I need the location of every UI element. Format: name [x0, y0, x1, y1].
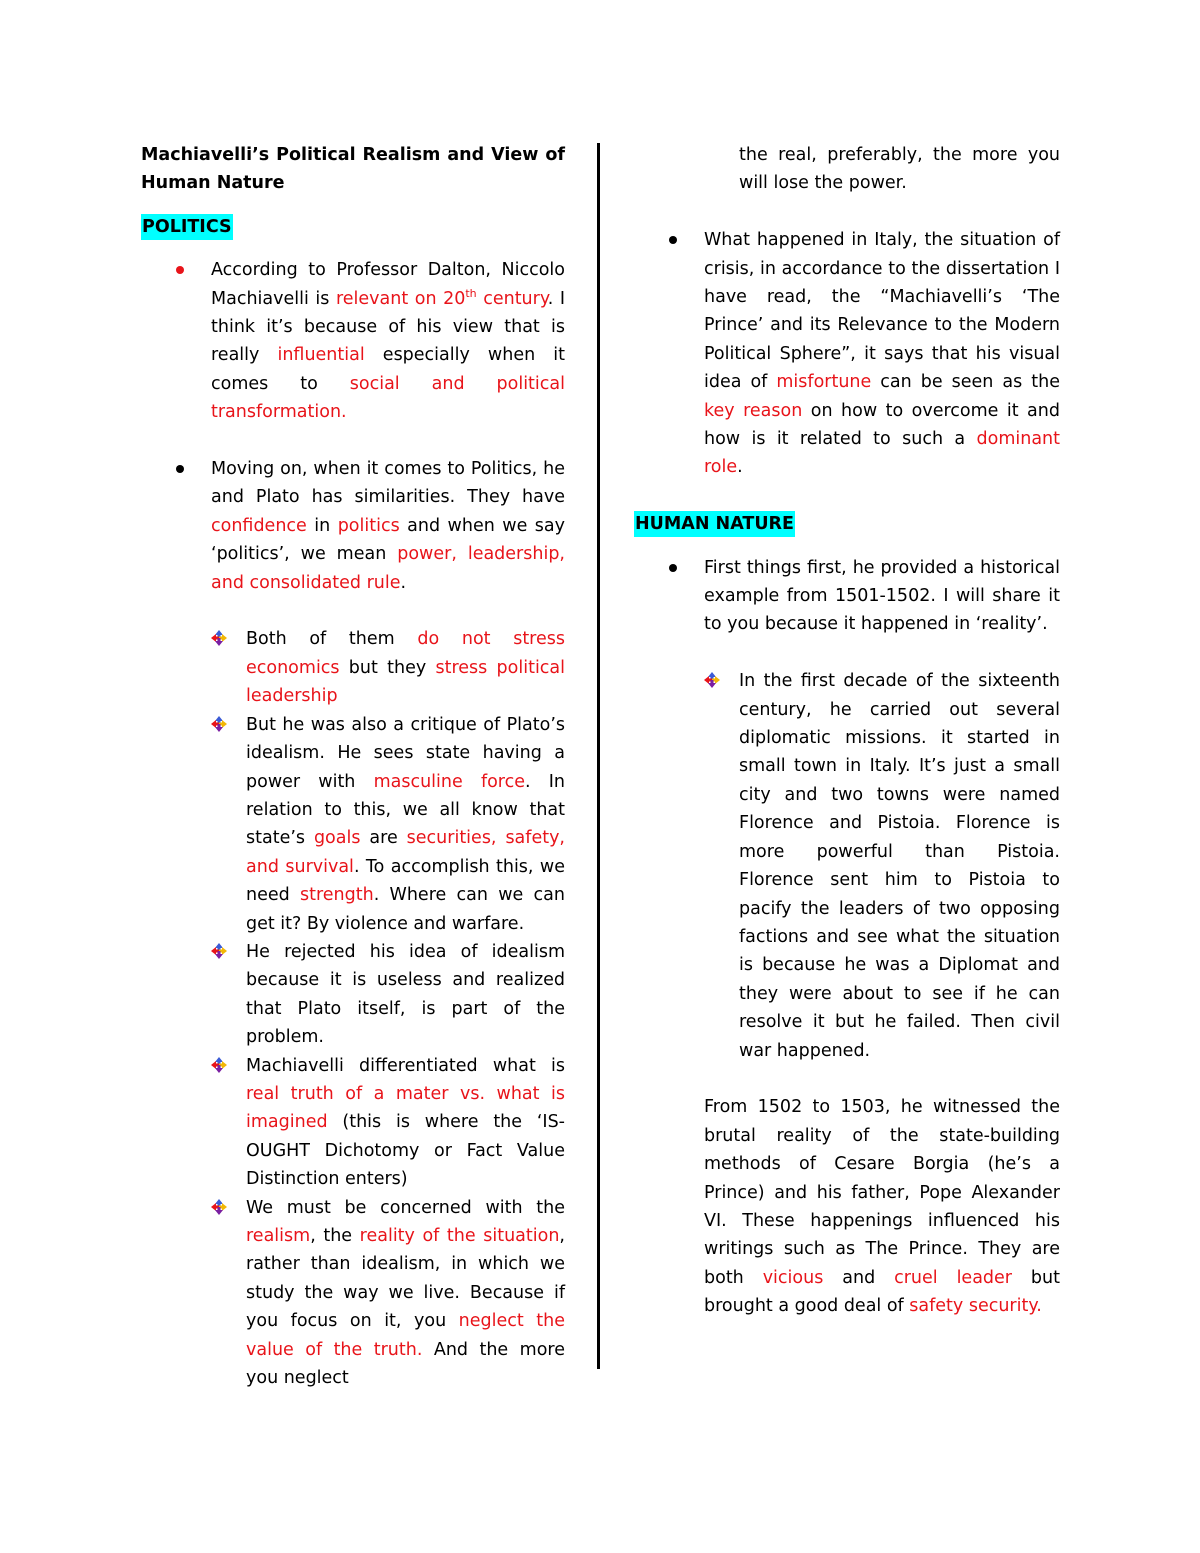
bullet-italy [634, 226, 1060, 482]
right-column [634, 141, 1060, 1321]
sub-bullet-rejected-text: He rejected his idea of idealism because it is useless and realized that Plato itself, is part of the problem. [246, 941, 565, 1048]
arrow-cross-icon [211, 630, 227, 646]
borgia-paragraph: From 1502 to 1503, he witnessed the brutal reality of the state-building methods of Cesare Borgia (he’s a Prince) and his father, Pope Alexander VI. These happenings influenced his writings such as The Prince. They are both vicious and cruel leader but brought a good deal of safety security. [704, 1097, 1060, 1317]
arrow-cross-icon [211, 1057, 227, 1073]
sub-bullet-economics-text: Both of them do not stress economics but they stress political leadership [246, 629, 566, 707]
sub-bullet-differentiated-text: Machiavelli differentiated what is real truth of a mater vs. what is imagined (this is where the ‘IS-OUGHT Dichotomy or Fact Value Distinction enters) [246, 1055, 565, 1190]
bullet-historical [634, 554, 1060, 639]
bullet-icon [176, 465, 184, 473]
bullet-plato-similarities-text: Moving on, when it comes to Politics, he and Plato has similarities. They have confidence in politics and when we say ‘politics’, we mean power, leadership, and consolidated rule. [211, 459, 565, 593]
sub-bullet-sixteenth-century-text: In the first decade of the sixteenth century, he carried out several diplomatic missions. it started in small town in Italy. It’s just a small city and two towns were named Florence and Pistoia. Florence is more powerful than Pistoia. Florence sent him to Pistoia to pacify the leaders of two opposing factions and see what the situation is because he was a Diplomat and they were about to see if he can resolve it but he failed. Then civil war happened. [739, 671, 1060, 1061]
sub-bullet-realism [211, 1194, 565, 1393]
human-nature-heading [634, 510, 1060, 538]
arrow-cross-icon [704, 672, 720, 688]
human-nature-heading-text: HUMAN NATURE [634, 511, 795, 537]
document-title: Machiavelli’s Political Realism and View of Human Nature [141, 145, 565, 194]
continued-text: the real, preferably, the more you will lose the power. [739, 145, 1060, 194]
politics-heading-text: POLITICS [141, 214, 233, 240]
bullet-dalton-text: According to Professor Dalton, Niccolo Machiavelli is relevant on 20th century. I think it’s because of his view that is really influential especially when it comes to social and political transformation. [211, 260, 565, 423]
sub-bullet-critique [211, 711, 565, 938]
arrow-cross-icon [211, 943, 227, 959]
bullet-icon [669, 564, 677, 572]
left-column [141, 141, 565, 1392]
column-divider [597, 143, 600, 1369]
sub-bullet-critique-text: But he was also a critique of Plato’s idealism. He sees state having a power with masculine force. In relation to this, we all know that state’s goals are securities, safety, and survival. To accomplish this, we need strength. Where can we can get it? By violence and warfare. [246, 714, 566, 934]
sub-bullet-realism-text: We must be concerned with the realism, the reality of the situation, rather than idealism, in which we study the way we live. Because if you focus on it, you neglect the value of the truth. And the more you neglect [246, 1197, 565, 1389]
bullet-plato-similarities [141, 455, 565, 597]
bullet-icon [669, 236, 677, 244]
sub-bullet-economics [211, 625, 565, 710]
arrow-cross-icon [211, 1199, 227, 1215]
sub-bullet-rejected [211, 938, 565, 1052]
bullet-dalton [141, 256, 565, 426]
red-bullet-icon [176, 266, 184, 274]
politics-heading [141, 213, 565, 241]
bullet-historical-text: First things first, he provided a historical example from 1501-1502. I will share it to you because it happened in ‘reality’. [704, 557, 1060, 635]
arrow-cross-icon [211, 716, 227, 732]
sub-bullet-sixteenth-century [704, 667, 1060, 1065]
bullet-italy-text: What happened in Italy, the situation of crisis, in accordance to the dissertation I have read, the “Machiavelli’s ‘The Prince’ and its Relevance to the Modern Political Sphere”, it says that his visual idea of misfortune can be seen as the key reason on how to overcome it and how is it related to such a dominant role. [704, 230, 1060, 478]
sub-bullet-differentiated [211, 1052, 565, 1194]
